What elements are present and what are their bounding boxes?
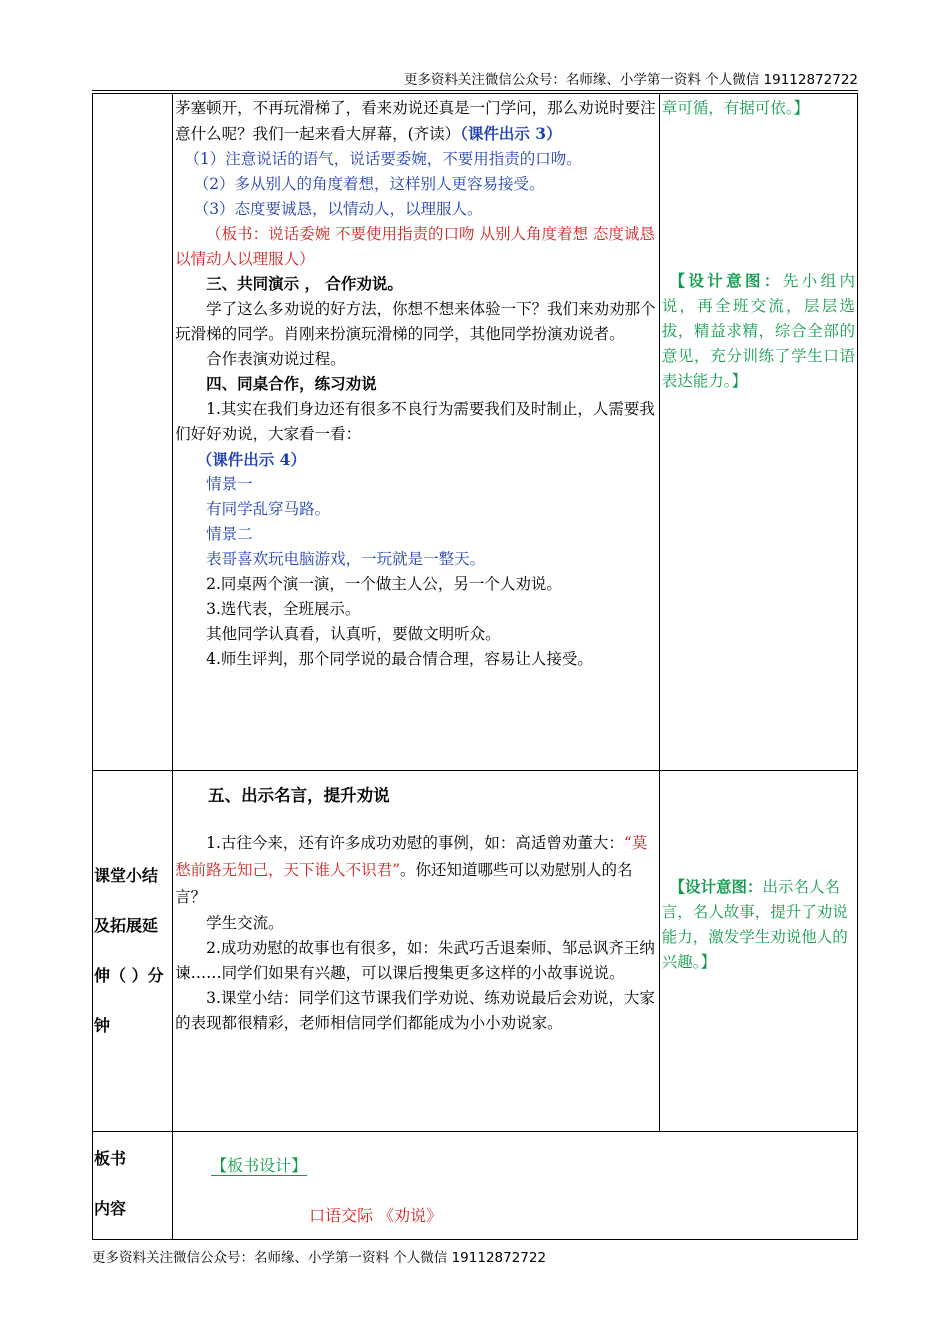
board-label: 板书 内容 [94,1149,127,1218]
note-top: 章可循，有据可依。】 [661,99,809,117]
row2-note-cell [659,771,857,1132]
section-3-title: 三、共同演示 ， 合作劝说。 [206,275,403,293]
class-summary: 3.课堂小结：同学们这节课我们学劝说、练劝说最后会劝说，大家的表现都很精彩，老师相信同学们都能成为小小劝说家。 [175,989,655,1032]
row1-label-cell [93,94,173,771]
section-4-step-3: 3.选代表，全班展示。 [206,600,361,618]
row3-content-cell [173,1132,858,1240]
famous-quote: “莫愁前路无知己，天下谁人不识君” [175,834,648,879]
tip-item-2: （2）多从别人的角度着想，这样别人更容易接受。 [193,175,545,193]
row-summary [93,771,858,1132]
scene-2-text: 表哥喜欢玩电脑游戏，一玩就是一整天。 [206,550,486,568]
tip-item-1: （1）注意说话的语气，说话要委婉，不要用指责的口吻。 [184,150,582,168]
courseware-tag-4: （课件出示 4） [196,450,306,469]
row1-note-cell [659,94,857,771]
page-footer: 更多资料关注微信公众号：名师缘、小学第一资料 个人微信 19112872722 [92,1250,547,1266]
design-intent-1: 【设计意图：先小组内说，再全班交流，层层选拔，精益求精，综合全部的意见，充分训练了学生口语表达能力。】 [661,272,855,390]
board-design-title: 【板书设计】 [211,1156,308,1175]
section-4-step-2: 2.同桌两个演一演，一个做主人公，另一个人劝说。 [206,575,562,593]
summary-label: 课堂小结 及拓展延 伸（ ）分 钟 [94,866,164,1035]
section-5-title: 五、出示名言，提升劝说 [208,786,390,805]
section-4-intro: 1.其实在我们身边还有很多不良行为需要我们及时制止，人需要我们好好劝说，大家看一看： [175,400,655,443]
scene-2-title: 情景二 [206,525,253,543]
scene-1-text: 有同学乱穿马路。 [206,500,331,518]
page-header: 更多资料关注微信公众号：名师缘、小学第一资料 个人微信 19112872722 [403,72,858,88]
lesson-table [92,93,858,1240]
scene-1-title: 情景一 [206,475,253,493]
row3-label-cell [93,1132,173,1240]
section-4-title: 四、同桌合作，练习劝说 [206,375,377,393]
board-subtitle: 口语交际 《劝说》 [309,1206,443,1225]
section-4-audience: 其他同学认真看，认真听，要做文明听众。 [206,625,501,643]
section-5-paragraph-2: 2.成功劝慰的故事也有很多，如：朱武巧舌退秦师、邹忌讽齐王纳谏……同学们如果有兴趣，可以课后搜集更多这样的小故事说说。 [175,939,655,982]
intro-paragraph: 茅塞顿开，不再玩滑梯了，看来劝说还真是一门学问，那么劝说时要注意什么呢？我们一起来看大屏幕，(齐读）（课件出示 3） [175,99,656,143]
courseware-tag-3: （课件出示 3） [460,124,562,143]
board-note: （板书：说话委婉 不要使用指责的口吻 从别人角度着想 态度诚恳 以情动人以理服人） [175,225,655,268]
row1-content-cell [173,94,660,771]
section-4-step-4: 4.师生评判，那个同学说的最合情合理，容易让人接受。 [206,650,593,668]
header-divider [92,90,858,91]
row-process [93,94,858,771]
row-board [93,1132,858,1240]
tip-item-3: （3）态度要诚恳，以情动人，以理服人。 [193,200,483,218]
section-5-paragraph-1: 1.古往今来，还有许多成功劝慰的事例，如：高适曾劝董大：“莫愁前路无知己，天下谁人不识君”。你还知道哪些可以劝慰别人的名言？ [175,834,648,906]
row2-label-cell [93,771,173,1132]
section-3-paragraph: 学了这么多劝说的好方法，你想不想来体验一下？我们来劝劝那个玩滑梯的同学。肖刚来扮演玩滑梯的同学，其他同学扮演劝说者。 [175,300,656,343]
row2-content-cell [173,771,660,1132]
section-3-performance: 合作表演劝说过程。 [206,350,346,368]
student-exchange: 学生交流。 [206,914,284,932]
design-intent-2: 【设计意图：出示名人名言，名人故事，提升了劝说能力，激发学生劝说他人的兴趣。】 [661,878,848,971]
